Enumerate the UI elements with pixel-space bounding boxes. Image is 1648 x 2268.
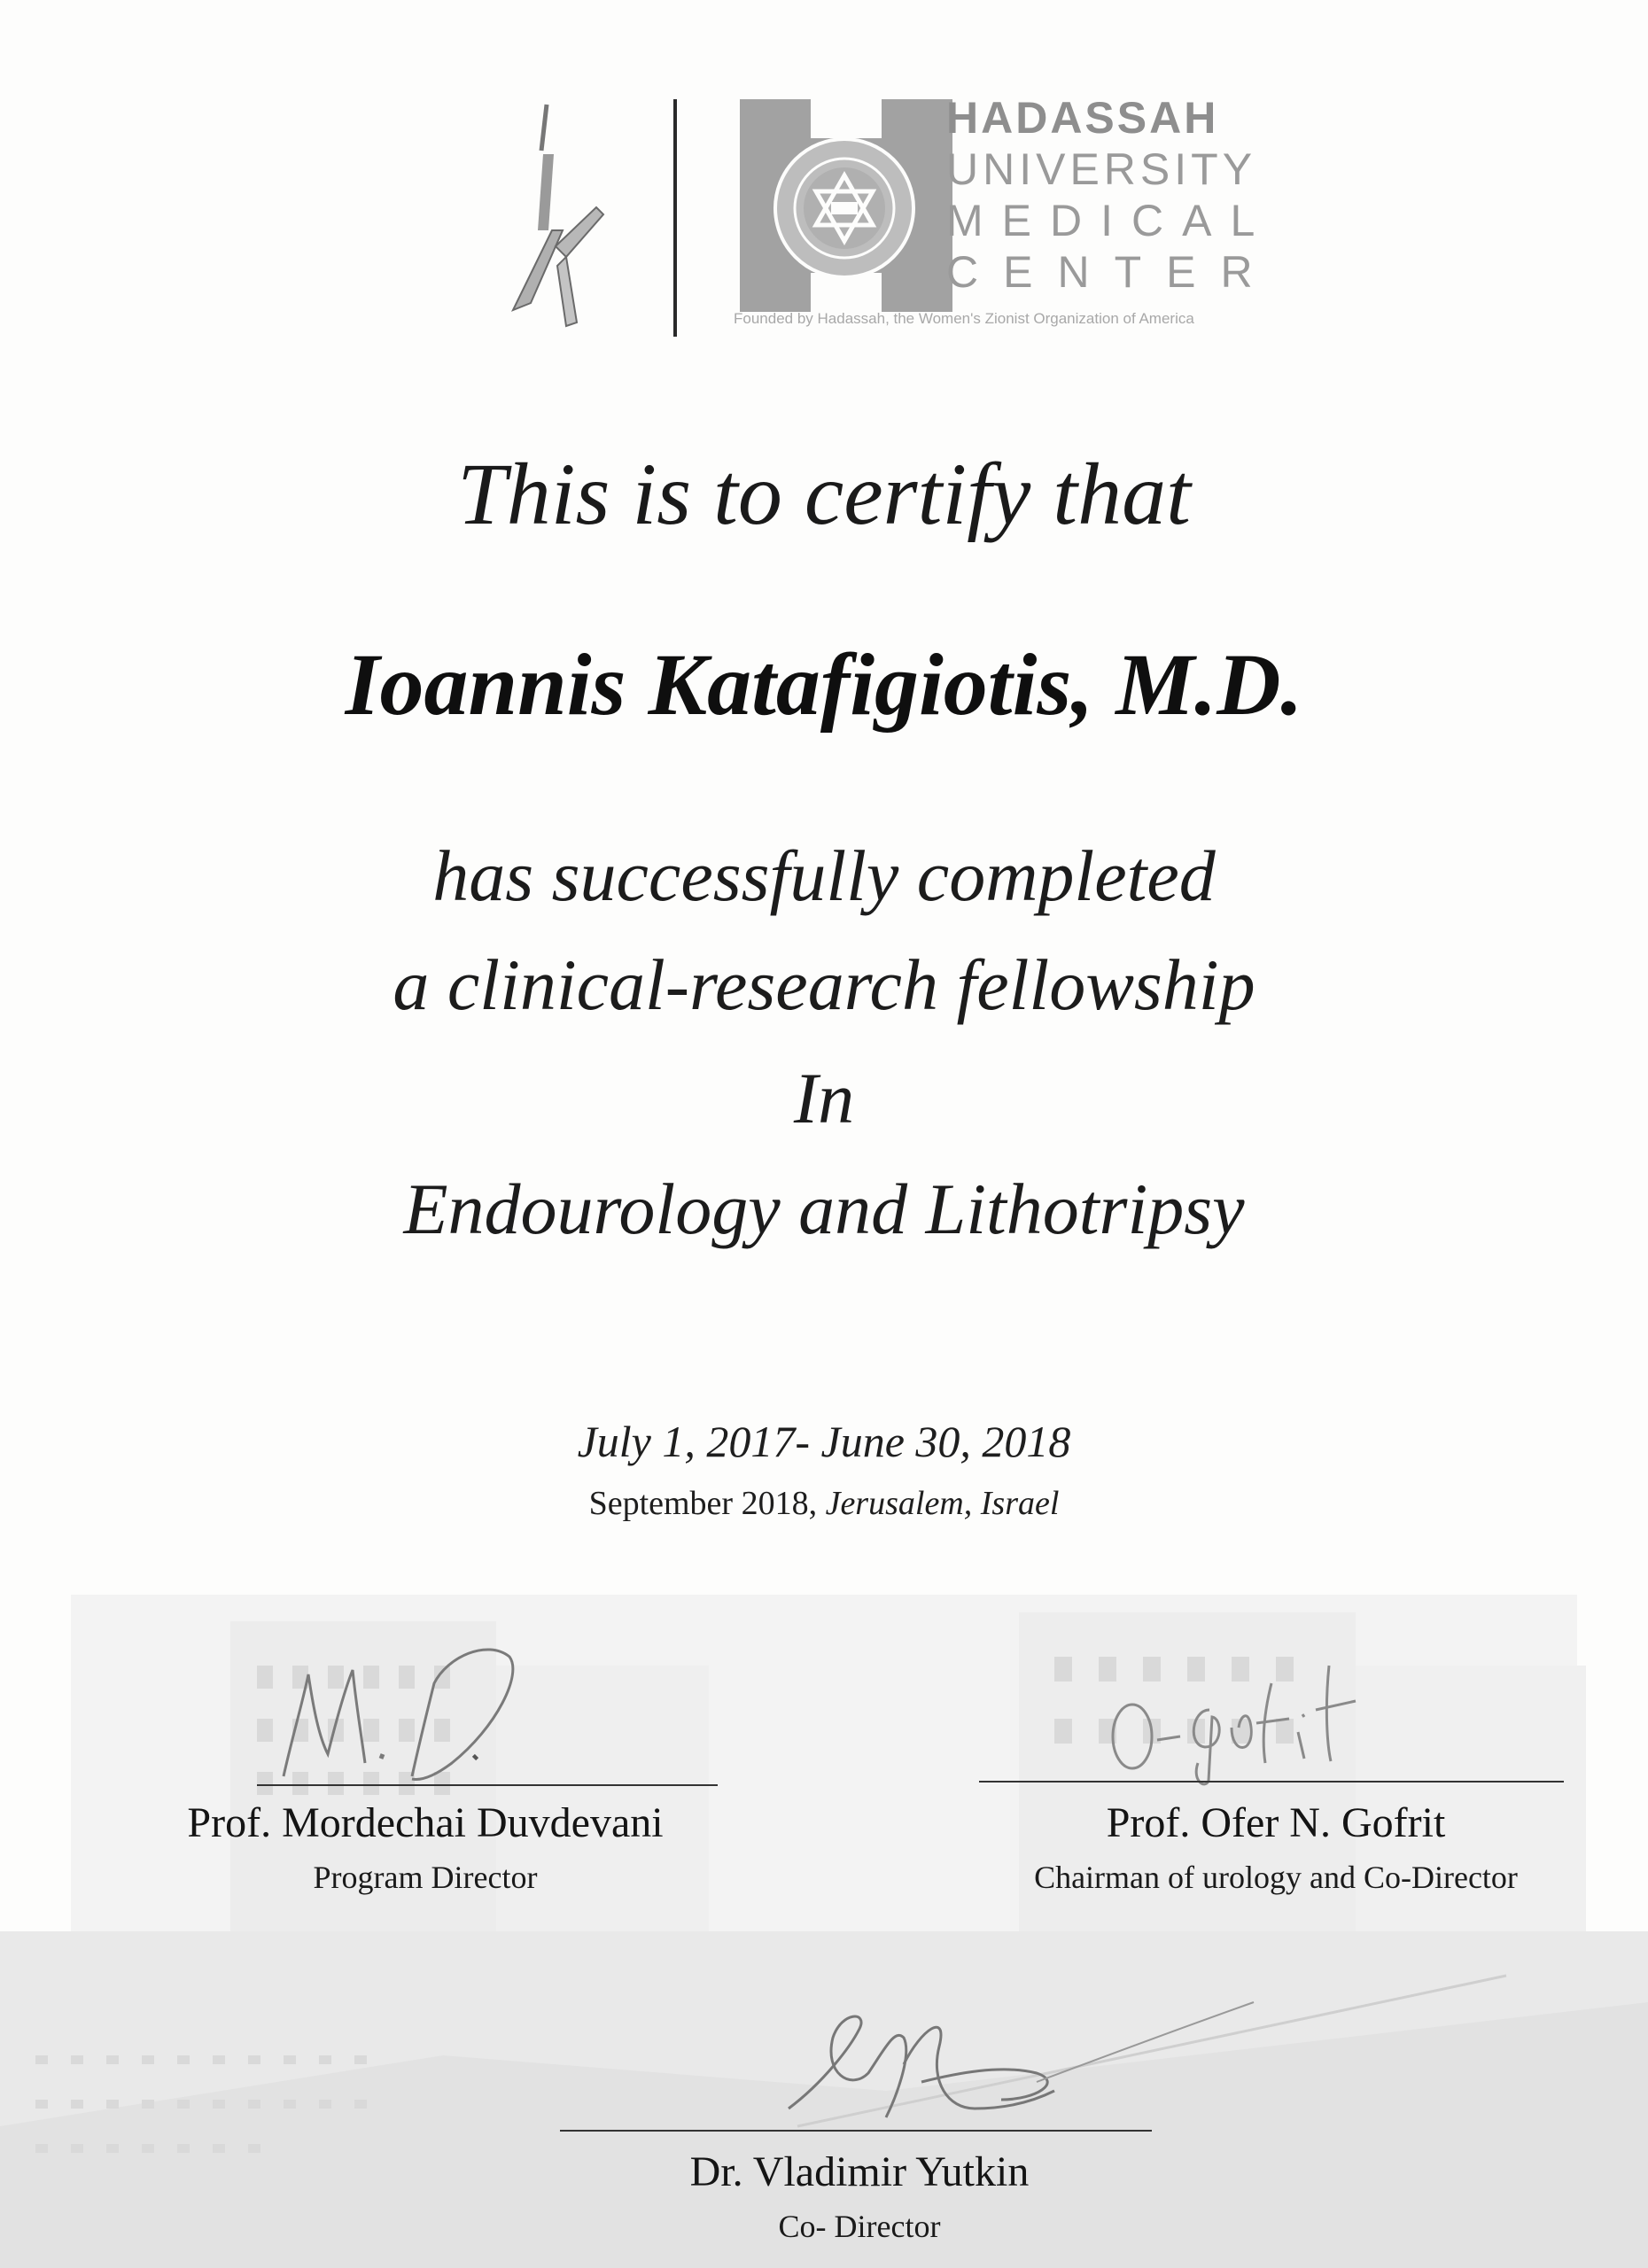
hadassah-wordmark bbox=[946, 93, 1278, 301]
recipient-name: Ioannis Katafigiotis, M.D. bbox=[345, 635, 1303, 734]
wordmark-line: CENTER bbox=[946, 247, 1278, 297]
signature-duvdevani bbox=[257, 1604, 576, 1798]
wordmark-line: MEDICAL bbox=[946, 196, 1274, 245]
hebrew-university-logo-icon bbox=[492, 97, 625, 337]
hadassah-seal-icon bbox=[769, 133, 920, 284]
issue-place: Jerusalem, Israel bbox=[825, 1485, 1060, 1522]
body-line: a clinical-research fellowship bbox=[393, 944, 1255, 1025]
signatory-title: Co- Director bbox=[778, 2209, 941, 2244]
signatory-title: Program Director bbox=[313, 1860, 538, 1895]
signatory-name: Dr. Vladimir Yutkin bbox=[689, 2148, 1030, 2195]
fellowship-field: Endourology and Lithotripsy bbox=[403, 1169, 1245, 1249]
certify-intro: This is to certify that bbox=[457, 445, 1191, 543]
signature-line bbox=[560, 2130, 1152, 2132]
issue-month: September 2018, bbox=[588, 1485, 818, 1522]
signature-yutkin bbox=[771, 1976, 1267, 2144]
signature-line bbox=[257, 1784, 718, 1786]
body-line: In bbox=[793, 1058, 855, 1138]
wordmark-line: UNIVERSITY bbox=[946, 144, 1257, 194]
signatory-name: Prof. Ofer N. Gofrit bbox=[1106, 1799, 1446, 1846]
founded-line: Founded by Hadassah, the Women's Zionist Organization of America bbox=[734, 310, 1194, 327]
issue-date-place bbox=[0, 1484, 1648, 1523]
signature-line bbox=[979, 1781, 1564, 1783]
body-line: has successfully completed bbox=[432, 835, 1216, 916]
fellowship-period: July 1, 2017- June 30, 2018 bbox=[577, 1417, 1071, 1466]
wordmark-line: HADASSAH bbox=[946, 93, 1219, 143]
signature-gofrit bbox=[1099, 1648, 1391, 1790]
logo-divider bbox=[673, 99, 677, 337]
signatory-name: Prof. Mordechai Duvdevani bbox=[187, 1799, 664, 1846]
signatory-title: Chairman of urology and Co-Director bbox=[1034, 1860, 1518, 1895]
